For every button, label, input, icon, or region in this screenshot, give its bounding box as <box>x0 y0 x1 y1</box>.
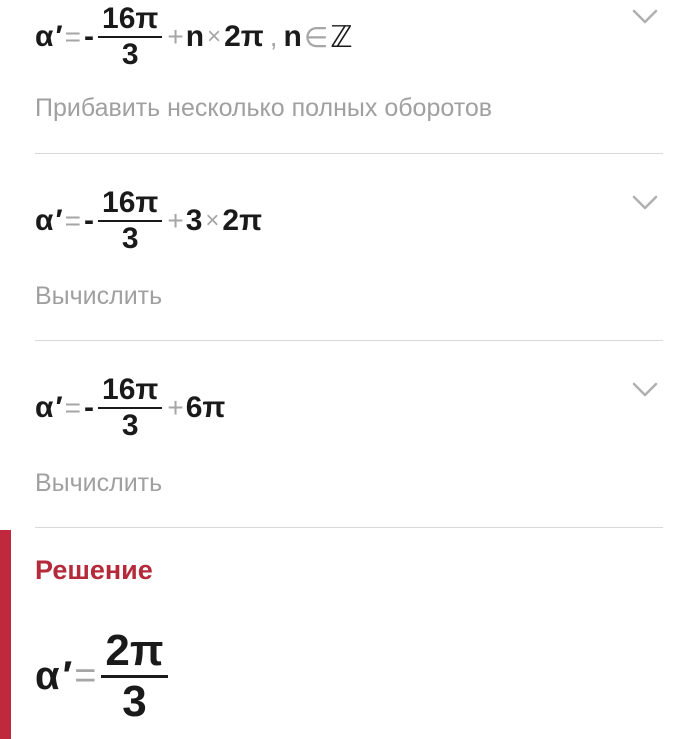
plus-sign: + <box>167 392 184 423</box>
step-description: Вычислить <box>35 469 163 497</box>
times-sign: × <box>207 23 222 50</box>
step-description: Прибавить несколько полных оборотов <box>35 94 493 122</box>
alpha-symbol: α <box>35 391 54 424</box>
solution-accent-bar <box>0 530 11 739</box>
comma: , <box>269 21 278 52</box>
denominator: 3 <box>121 409 139 442</box>
minus-sign: - <box>84 20 95 53</box>
step-3-equation <box>35 373 225 443</box>
chevron-down-icon[interactable] <box>632 194 658 212</box>
fraction <box>98 373 162 443</box>
plus-sign: + <box>167 21 184 52</box>
denominator: 3 <box>121 222 139 255</box>
fraction <box>101 627 167 726</box>
step-2-equation <box>35 186 262 256</box>
minus-sign: - <box>84 391 95 424</box>
two-pi: 2π <box>222 204 263 237</box>
step-1-equation <box>35 2 353 72</box>
solution-equation <box>35 627 171 726</box>
integers-symbol: ℤ <box>330 19 353 55</box>
equals-sign: = <box>64 392 82 423</box>
numerator: 16π <box>102 373 159 406</box>
divider <box>35 527 663 528</box>
chevron-down-icon[interactable] <box>632 8 658 26</box>
equals-sign: = <box>74 655 97 697</box>
prime-symbol: ′ <box>55 20 63 53</box>
prime-symbol: ′ <box>62 654 73 698</box>
two-pi: 2π <box>224 20 264 53</box>
equals-sign: = <box>64 205 82 236</box>
three: 3 <box>185 204 203 237</box>
numerator: 16π <box>102 186 159 219</box>
element-of-symbol: ∈ <box>303 21 329 53</box>
numerator: 2π <box>105 626 164 675</box>
minus-sign: - <box>84 204 95 237</box>
times-sign: × <box>205 207 220 234</box>
plus-sign: + <box>167 205 184 236</box>
n-variable: n <box>185 20 205 53</box>
step-3[interactable] <box>0 341 698 528</box>
step-description: Вычислить <box>35 282 163 310</box>
equals-sign: = <box>64 21 82 52</box>
fraction <box>98 2 162 72</box>
six-pi: 6π <box>185 391 226 424</box>
prime-symbol: ′ <box>55 391 63 424</box>
alpha-symbol: α <box>35 654 60 698</box>
fraction <box>98 186 162 256</box>
numerator: 16π <box>102 2 159 35</box>
alpha-symbol: α <box>35 204 54 237</box>
chevron-down-icon[interactable] <box>632 381 658 399</box>
step-1[interactable] <box>0 0 698 154</box>
denominator: 3 <box>122 677 147 726</box>
n-variable: n <box>283 20 302 53</box>
denominator: 3 <box>121 38 139 71</box>
solution-title: Решение <box>35 555 153 585</box>
prime-symbol: ′ <box>55 204 63 237</box>
alpha-symbol: α <box>35 20 54 53</box>
step-2[interactable] <box>0 154 698 341</box>
